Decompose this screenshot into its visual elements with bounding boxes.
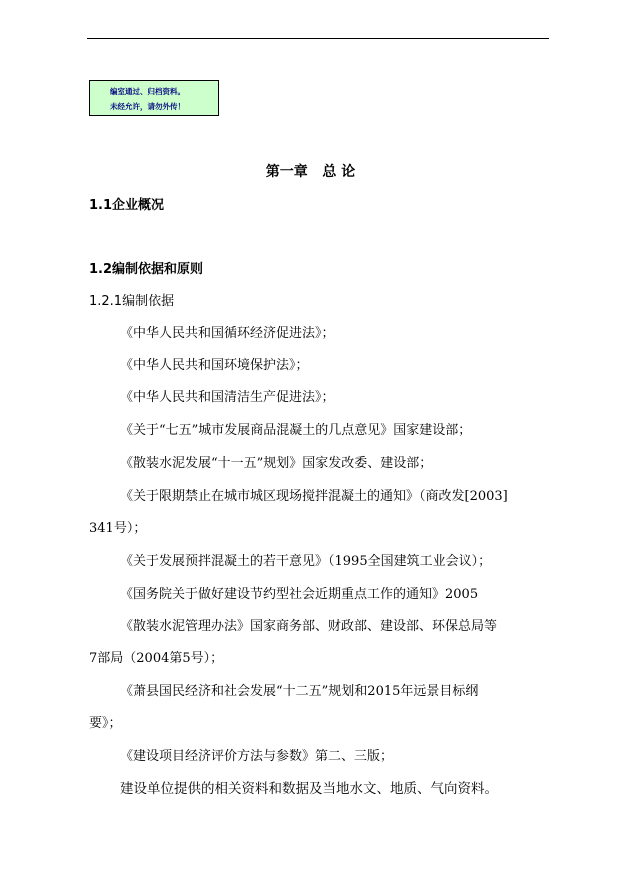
- reference-item: 《关于限期禁止在城市城区现场搅拌混凝土的通知》（商改发[2003]: [120, 489, 508, 504]
- reference-item: 《国务院关于做好建设节约型社会近期重点工作的通知》2005: [120, 587, 479, 602]
- notice-line-1: 编室通过、归档资料。: [110, 87, 185, 96]
- reference-item: 《建设项目经济评价方法与参数》第二、三版；: [120, 749, 394, 764]
- reference-item: 《散装水泥发展“十一五”规划》国家发改委、建设部；: [120, 456, 433, 471]
- subsection-heading-1-2-1: 1.2.1编制依据: [89, 294, 175, 309]
- confidential-notice-box: [89, 80, 219, 116]
- chapter-title: 第一章 总 论: [265, 164, 356, 180]
- reference-item: 《中华人民共和国清洁生产促进法》；: [120, 390, 335, 405]
- section-heading-1-2: 1.2编制依据和原则: [89, 262, 204, 277]
- header-rule: [87, 38, 549, 39]
- reference-item: 《关于发展预拌混凝土的若干意见》（1995全国建筑工业会议）；: [120, 554, 492, 569]
- reference-item: 《中华人民共和国循环经济促进法》；: [120, 326, 335, 341]
- reference-item-continuation: 要》；: [89, 716, 122, 731]
- reference-item: 《萧县国民经济和社会发展“十二五”规划和2015年远景目标纲: [120, 684, 479, 699]
- reference-item-continuation: 7部局（2004第5号）；: [89, 651, 224, 666]
- reference-item: 建设单位提供的相关资料和数据及当地水文、地质、气向资料。: [120, 781, 498, 797]
- notice-line-2: 未经允许，请勿外传！: [110, 102, 185, 111]
- reference-item: 《散装水泥管理办法》国家商务部、财政部、建设部、环保总局等: [120, 619, 498, 634]
- reference-item-continuation: 341号）；: [89, 521, 147, 536]
- reference-item: 《关于“七五”城市发展商品混凝土的几点意见》国家建设部；: [120, 423, 472, 438]
- reference-item: 《中华人民共和国环境保护法》；: [120, 358, 309, 373]
- section-heading-1-1: 1.1企业概况: [89, 198, 165, 213]
